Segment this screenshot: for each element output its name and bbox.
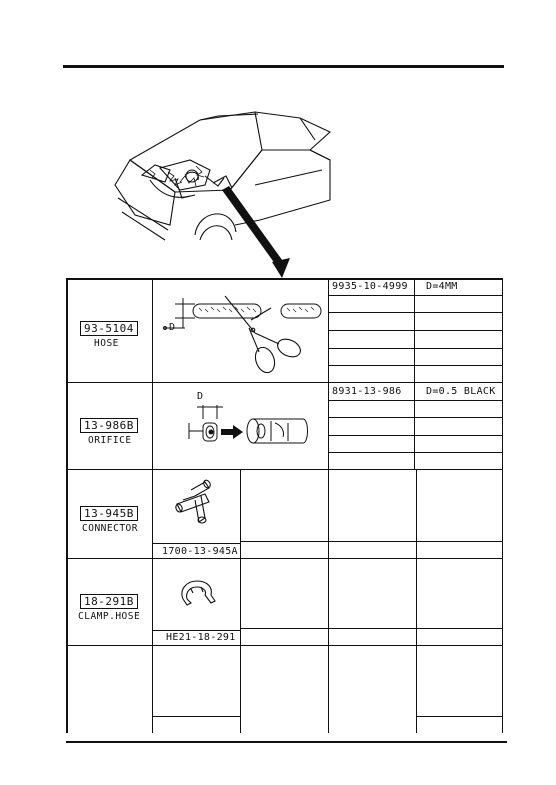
part-number: 93-5104: [80, 321, 138, 336]
part-number: 18-291B: [80, 594, 138, 609]
part-caption: 1700-13-945A: [162, 546, 238, 557]
connector-diagram: [153, 470, 241, 544]
part-caption: HE21-18-291: [166, 632, 236, 643]
parts-table: [66, 278, 503, 733]
part-number: 13-986B: [80, 418, 138, 433]
diameter-label: D: [169, 322, 176, 333]
spec-value: D=0.5 BLACK: [426, 386, 496, 397]
part-number: 13-945B: [80, 506, 138, 521]
row-divider: [66, 558, 503, 559]
orifice-insert-diagram: [153, 383, 329, 470]
part-name: ORIFICE: [88, 435, 132, 446]
part-name: CONNECTOR: [82, 523, 138, 534]
spec-number: 8931-13-986: [332, 386, 402, 397]
spec-value: D=4MM: [426, 281, 458, 292]
footer-rule: [66, 741, 507, 743]
hose-cutting-diagram: [153, 278, 329, 382]
spec-number: 9935-10-4999: [332, 281, 408, 292]
row-divider: [66, 645, 503, 646]
diameter-label: D: [197, 391, 204, 402]
part-name: CLAMP.HOSE: [78, 611, 141, 622]
hose-clamp-diagram: [153, 559, 241, 631]
part-name: HOSE: [94, 338, 119, 349]
car-engine-bay-illustration: [0, 0, 556, 290]
